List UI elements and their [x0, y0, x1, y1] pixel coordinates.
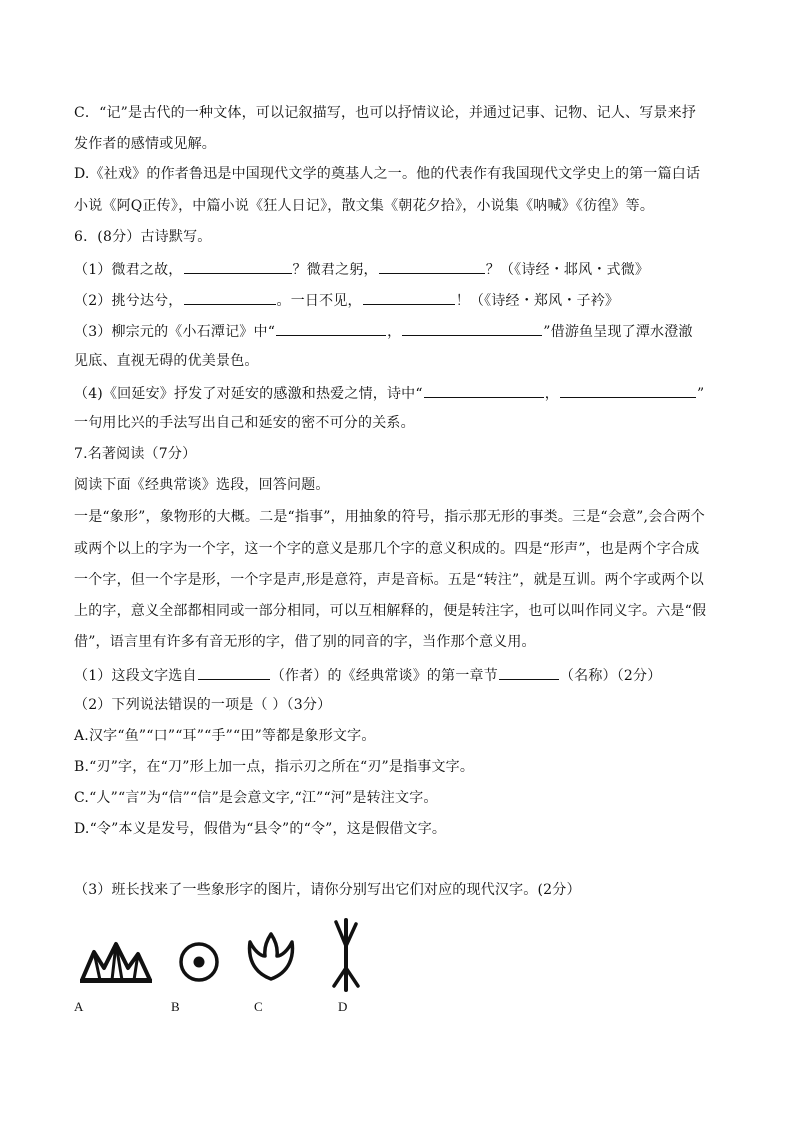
q7-sub1-text-c: （名称）（2分） — [559, 668, 662, 684]
pictograph-label-c: C — [254, 999, 263, 1014]
q7-sub2-option-a: A.汉字“鱼”“口”“耳”“手”“田”等都是象形文字。 — [74, 728, 376, 744]
q7-sub1-text-b: （作者）的《经典常谈》的第一章节 — [270, 668, 498, 684]
q6-s1-text-b: ？微君之躬， — [292, 262, 378, 278]
q7-sub1 — [74, 664, 661, 686]
q7-sub2-question: （2）下列说法错误的一项是（ ）（3分） — [74, 697, 332, 713]
q6-sentence-4 — [74, 382, 704, 404]
q6-s3-text-c: ”借游鱼呈现了潭水澄澈 — [543, 324, 693, 340]
q7-sub3-question: （3）班长找来了一些象形字的图片，请你分别写出它们对应的现代汉字。(2分） — [74, 882, 581, 898]
q6-title: 6．(8分）古诗默写。 — [74, 229, 212, 245]
q7-sub2-option-c: C.“人”“言”为“信”“信”是会意文字,“江”“河”是转注文字。 — [74, 790, 438, 806]
q6-s1-text-c: ？（《诗经・邶风・式微》 — [485, 262, 650, 278]
q6-s1-blank-1[interactable] — [184, 258, 292, 274]
q6-s1-blank-2[interactable] — [379, 258, 485, 274]
q7-sub1-blank-chapter[interactable] — [499, 664, 559, 680]
q7-passage-line: 借”，语言里有许多有音无形的字，借了别的同音的字，当作那个意义用。 — [74, 634, 536, 650]
q6-s4-text-c: ” — [696, 386, 705, 402]
q6-s3-text-b: ， — [387, 324, 402, 340]
option-c-line-2: 发作者的感情或见解。 — [74, 136, 216, 152]
option-c-line-1: C．“记”是古代的一种文体，可以记叙描写，也可以抒情议论，并通过记事、记物、记人、写景来抒 — [74, 105, 697, 121]
q6-sentence-3-line-2: 见底、直视无碍的优美景色。 — [74, 353, 259, 369]
option-d-line-1: D.《社戏》的作者鲁迅是中国现代文学的奠基人之一。他的代表作有我国现代文学史上的第一篇白话 — [74, 166, 701, 182]
q7-sub1-blank-author[interactable] — [198, 664, 270, 680]
q7-passage-line: 一是“象形”，象物形的大概。二是“指事”，用抽象的符号，指示那无形的事类。三是“会意”,会合两个 — [74, 509, 705, 525]
q7-sub2-option-b: B.“刃”字，在“刀”形上加一点，指示刃之所在“刃”是指事文字。 — [74, 759, 475, 775]
q7-passage-line: 一个字，但一个字是形，一个字是声,形是意符，声是音标。五是“转注”，就是互训。两个字或两个以 — [74, 572, 704, 588]
q7-sub1-text-a: （1）这段文字选自 — [74, 668, 197, 684]
q6-s1-text-a: （1）微君之故， — [74, 262, 183, 278]
q7-title: 7.名著阅读（7分） — [74, 446, 197, 462]
q7-passage-line: 或两个以上的字为一个字，这一个字的意义是那几个字的意义积成的。四是“形声”，也是两个字合成 — [74, 541, 700, 557]
mountain-pictograph-icon — [76, 938, 156, 986]
q7-sub2-option-d: D.“令”本义是发号，假借为“县令”的“令”，这是假借文字。 — [74, 821, 447, 837]
pictograph-label-d: D — [338, 999, 348, 1014]
q6-s2-blank-2[interactable] — [363, 289, 455, 305]
q6-s4-text-b: ， — [544, 386, 559, 402]
q6-s3-text-a: （3）柳宗元的《小石潭记》中“ — [74, 324, 276, 340]
q6-sentence-2 — [74, 289, 619, 311]
q6-s2-text-b: 。一日不见， — [276, 293, 362, 309]
q6-s2-blank-1[interactable] — [184, 289, 276, 305]
q7-passage-line: 上的字，意义全部都相同或一部分相同，可以互相解释的，便是转注字，也可以叫作同义字。六是“假 — [74, 603, 707, 619]
q6-s4-blank-1[interactable] — [424, 382, 544, 398]
pictograph-label-b: B — [171, 999, 180, 1014]
q6-s2-text-a: （2）挑兮达兮， — [74, 293, 183, 309]
q6-sentence-3 — [74, 320, 693, 342]
tree-pictograph-icon — [328, 916, 364, 992]
q6-s3-blank-1[interactable] — [276, 320, 386, 336]
q7-intro: 阅读下面《经典常谈》选段，回答问题。 — [74, 477, 330, 493]
q6-s4-blank-2[interactable] — [560, 382, 696, 398]
sun-pictograph-icon — [175, 940, 223, 984]
option-d-line-2: 小说《阿Q正传》，中篇小说《狂人日记》，散文集《朝花夕拾》，小说集《呐喊》《彷徨》等。 — [74, 198, 655, 214]
q6-s3-blank-2[interactable] — [402, 320, 542, 336]
q6-sentence-4-line-2: 一句用比兴的手法写出自己和延安的密不可分的关系。 — [74, 415, 415, 431]
fire-pictograph-icon — [244, 932, 298, 986]
q6-s2-text-c: ！（《诗经・郑风・子衿》 — [455, 293, 620, 309]
q6-s4-text-a: （4)《回延安》抒发了对延安的感激和热爱之情，诗中“ — [74, 386, 423, 402]
pictograph-label-a: A — [74, 999, 84, 1014]
q6-sentence-1 — [74, 258, 649, 280]
